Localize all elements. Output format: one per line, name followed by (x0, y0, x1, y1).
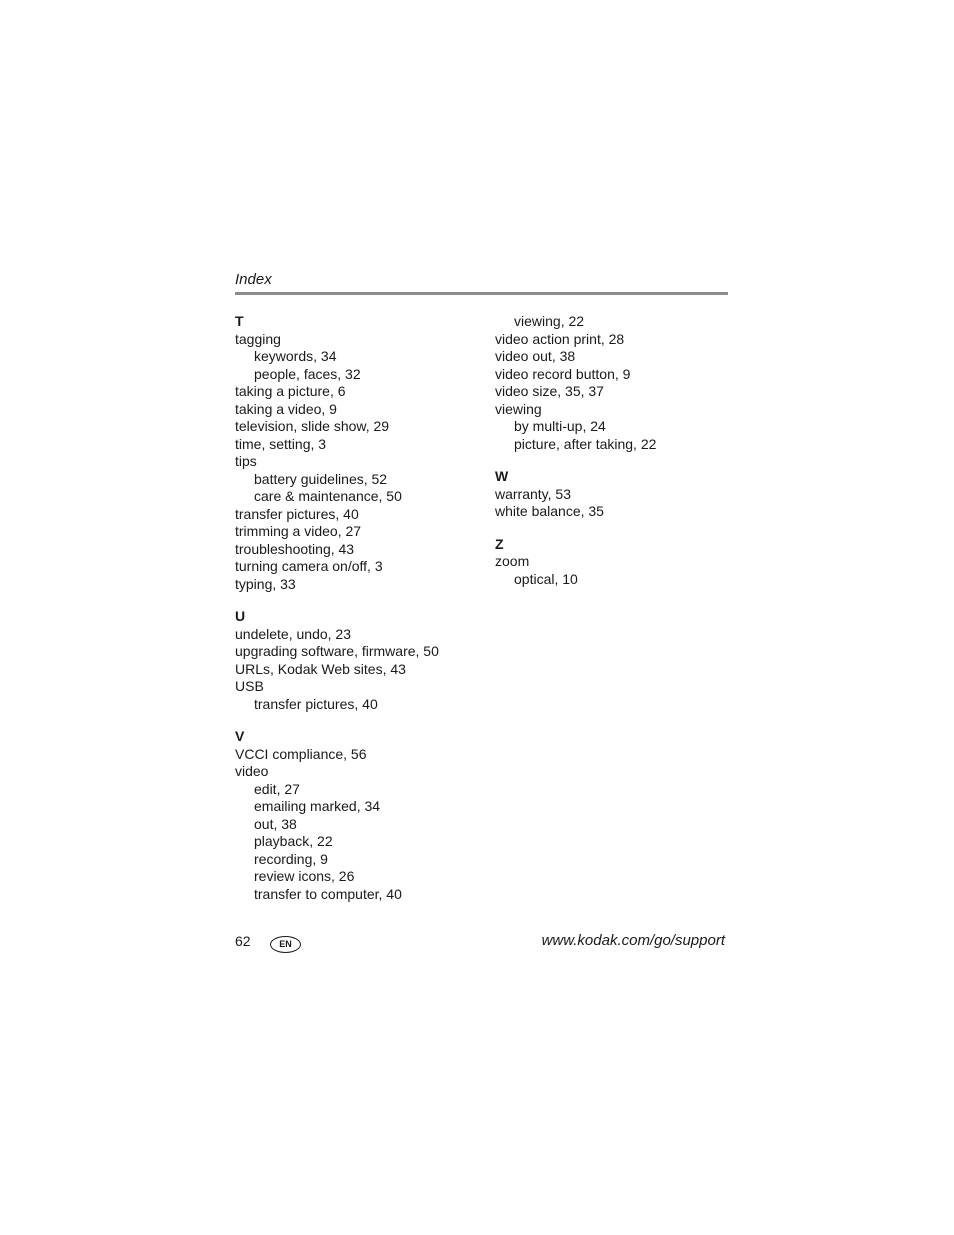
index-section-letter: U (235, 608, 246, 624)
index-entry: television, slide show, 29 (235, 418, 390, 434)
index-subentry: out, 38 (254, 815, 297, 832)
index-section-letter: W (495, 468, 509, 484)
index-entry: undelete, undo, 23 (235, 625, 351, 642)
index-entry: zoom (495, 553, 530, 569)
index-entry: tips (235, 453, 257, 469)
index-entry: white balance, 35 (495, 503, 604, 519)
index-entry: troubleshooting, 43 (235, 540, 355, 557)
index-entry: turning camera on/off, 3 (235, 558, 383, 574)
index-subentry: recording, 9 (254, 850, 328, 867)
index-entry: USB (235, 678, 264, 694)
index-entry: time, setting, 3 (235, 435, 327, 452)
index-section-letter: V (235, 728, 245, 744)
index-section-letter: Z (495, 535, 504, 552)
index-subentry: people, faces, 32 (254, 365, 361, 382)
index-entry: taking a video, 9 (235, 400, 337, 417)
index-entry: transfer pictures, 40 (235, 505, 359, 522)
index-subentry: battery guidelines, 52 (254, 470, 388, 487)
page-number: 62 (235, 933, 251, 949)
index-subentry: playback, 22 (254, 833, 333, 849)
section-gap (495, 521, 728, 536)
language-badge: EN (270, 936, 301, 953)
index-subentry: viewing, 22 (514, 313, 585, 329)
index-subentry: edit, 27 (254, 780, 300, 797)
index-subentry: transfer pictures, 40 (254, 695, 378, 712)
index-entry: trimming a video, 27 (235, 523, 362, 539)
header-divider (235, 292, 728, 295)
section-gap (235, 713, 485, 728)
index-subentry: keywords, 34 (254, 348, 337, 364)
index-subentry: optical, 10 (514, 570, 578, 587)
section-gap (495, 453, 728, 468)
index-section-letter: T (235, 313, 244, 329)
index-subentry: review icons, 26 (254, 868, 355, 884)
index-entry: tagging (235, 330, 281, 347)
index-subentry: by multi-up, 24 (514, 418, 606, 434)
index-subentry: transfer to computer, 40 (254, 885, 402, 902)
index-subentry: picture, after taking, 22 (514, 435, 657, 452)
page-header-title: Index (235, 271, 272, 288)
index-entry: taking a picture, 6 (235, 383, 346, 399)
index-subentry: care & maintenance, 50 (254, 488, 402, 504)
index-entry: viewing (495, 400, 542, 417)
index-column-left (235, 313, 485, 903)
support-url[interactable]: www.kodak.com/go/support (541, 932, 725, 949)
index-entry: video out, 38 (495, 348, 576, 364)
index-subentry: emailing marked, 34 (254, 798, 381, 814)
index-entry: video (235, 763, 269, 779)
index-entry: typing, 33 (235, 575, 296, 592)
index-entry: video action print, 28 (495, 330, 625, 347)
section-gap (235, 593, 485, 608)
index-column-right (495, 313, 728, 588)
index-entry: VCCI compliance, 56 (235, 745, 367, 762)
index-entry: warranty, 53 (495, 485, 571, 502)
index-entry: URLs, Kodak Web sites, 43 (235, 660, 406, 677)
index-entry: video record button, 9 (495, 365, 631, 382)
index-entry: video size, 35, 37 (495, 383, 604, 399)
index-entry: upgrading software, firmware, 50 (235, 643, 439, 659)
